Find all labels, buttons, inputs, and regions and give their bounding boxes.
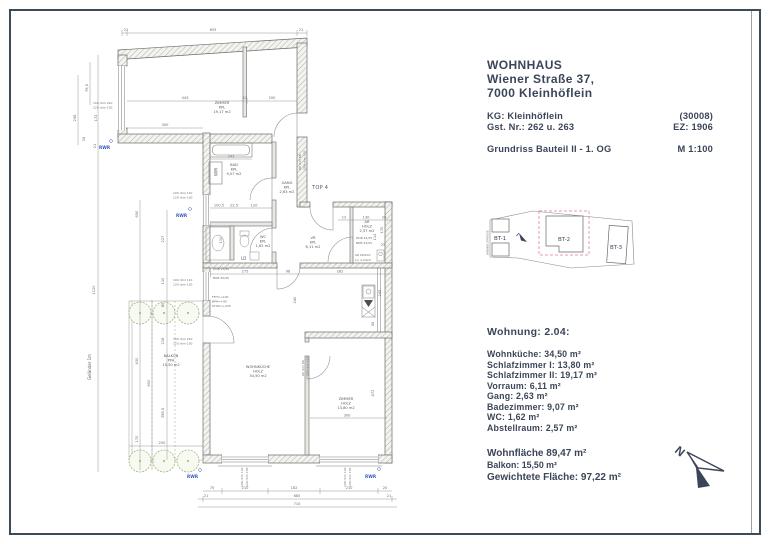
window-label: 120 rbm 130 xyxy=(173,341,193,346)
dim: 600 xyxy=(147,379,151,387)
window-label: 120 rbm 130 xyxy=(348,467,352,487)
room-area-item: Schlafzimmer I: 13,80 m² xyxy=(487,359,595,370)
gst-row xyxy=(487,122,713,132)
dim: 358,5 xyxy=(161,407,165,419)
dim: 250 xyxy=(158,441,166,445)
vent-label: AR DN100 xyxy=(355,253,371,257)
door-label: 80 rbm 88 xyxy=(298,154,302,170)
dim: 76,5 xyxy=(85,83,89,93)
dim: 210 xyxy=(345,486,353,490)
weighted-area-total: Gewichtete Fläche: 97,22 m² xyxy=(487,472,621,483)
room-label: BAD xyxy=(230,163,238,167)
room-label: AR xyxy=(364,220,370,224)
dim: 685 xyxy=(293,494,301,498)
dim: 112 xyxy=(373,233,377,241)
bt3-label: BT-3 xyxy=(610,245,623,251)
room-label: HOLZ xyxy=(362,224,372,229)
dim: 710 xyxy=(293,502,301,506)
dim: 21 xyxy=(386,494,392,498)
drawing-title-row xyxy=(487,144,713,154)
vent-label: Lü. ü.Dach xyxy=(355,258,371,262)
dim: 120 xyxy=(250,203,258,208)
dim: 245 xyxy=(378,289,382,297)
room-label: KPL xyxy=(218,105,226,110)
scale-label: M 1:100 xyxy=(677,144,713,154)
room-label: HOLZ xyxy=(341,401,351,406)
title-block xyxy=(487,0,713,544)
window-label: 100 rbm 210 xyxy=(93,101,113,105)
rwr-label: RWR xyxy=(187,474,199,479)
room-label: 19,17 m2 xyxy=(213,110,231,114)
window-label: 100 rbm 210 xyxy=(173,337,193,341)
rwr-label: RWR xyxy=(365,474,377,479)
door-label: 80 rbm 88 xyxy=(301,360,305,376)
dim: 21 xyxy=(93,143,97,149)
dim: 430 xyxy=(135,357,139,365)
dim: 172 xyxy=(94,114,98,122)
street-label: WIENER STRASSE xyxy=(485,230,490,255)
dim: 130 xyxy=(362,215,370,220)
dim: 21 xyxy=(123,28,129,32)
bt2-label: BT-2 xyxy=(558,237,571,243)
dim: 242 xyxy=(227,154,235,159)
dim: 20 xyxy=(382,486,388,490)
window-label: 120 rbm 130 xyxy=(93,105,113,110)
dim: 655 xyxy=(209,28,217,32)
address-line-2: 7000 Kleinhöflein xyxy=(487,86,593,100)
dim: 650 xyxy=(135,210,139,218)
dim: 21 xyxy=(203,494,209,498)
door-label: 200 rbm 203 xyxy=(305,356,310,376)
toilet xyxy=(240,231,249,247)
dim: 12 xyxy=(242,96,248,100)
room-label: 1,62 m2 xyxy=(255,244,271,248)
room-label: KPL xyxy=(259,239,267,244)
room-area-item: Badezimmer: 9,07 m² xyxy=(487,401,579,412)
dim: 210 xyxy=(241,486,249,490)
room-label: WOHNKÜCHE xyxy=(245,365,271,369)
room-label: KPL xyxy=(309,240,317,245)
room-area-item: Gang: 2,63 m² xyxy=(487,391,548,401)
dim: 170 xyxy=(380,226,384,234)
room-label: 6,11 m2 xyxy=(305,245,321,249)
room-label: KPL xyxy=(230,167,238,172)
partitions xyxy=(210,47,353,455)
dim: 25 xyxy=(380,243,386,247)
room-labels xyxy=(162,101,374,410)
lue-label: LÜ xyxy=(241,256,247,261)
rwr-label: RWR xyxy=(176,213,188,218)
lintel-label: DDB 42/25 xyxy=(356,236,373,240)
dim: 282 xyxy=(336,269,344,274)
gelaender-label: Geländer 1m xyxy=(87,353,92,380)
dim: 298 xyxy=(73,114,77,122)
room-area-item: Abstellraum: 2,57 m² xyxy=(487,422,578,433)
room-label: 2,63 m2 xyxy=(279,190,295,194)
dim: 70 xyxy=(209,486,215,490)
room-label: 9,07 m2 xyxy=(226,172,242,176)
room-label: WC xyxy=(259,235,267,239)
room-label: 15,50 m2 xyxy=(162,363,180,367)
window-label: 120 rbm 130 xyxy=(173,282,193,287)
ez-label: EZ: 1906 xyxy=(673,122,713,132)
dim: 200 xyxy=(268,96,276,100)
window-label: 100 rbm 110 xyxy=(343,467,347,487)
dim: 100,5 xyxy=(213,203,225,208)
room-label: KPL xyxy=(283,185,291,190)
dim: 110 xyxy=(219,236,223,244)
room-label: PFA xyxy=(167,358,175,363)
living-area-total: Wohnfläche 89,47 m² xyxy=(487,448,587,459)
room-label: VR xyxy=(310,236,316,240)
dim: 227 xyxy=(161,235,165,243)
level-label: FFH=+100 xyxy=(212,295,229,299)
room-label: ZIMMER xyxy=(214,101,230,105)
window-label: 100 rbm 110 xyxy=(173,278,193,282)
room-area-item: Schlafzimmer II: 19,17 m² xyxy=(487,370,598,380)
dim: 300 xyxy=(343,413,351,418)
dim: 45 xyxy=(371,321,375,327)
room-label: BALKON xyxy=(163,354,179,358)
wm-label: WM xyxy=(213,168,219,176)
dim: 26 xyxy=(381,215,387,220)
address-line-1: Wiener Straße 37, xyxy=(487,72,595,86)
dim: 21 xyxy=(298,28,304,32)
dim: 110 xyxy=(161,277,165,285)
kg-label: KG: Kleinhöflein xyxy=(487,111,564,121)
dim: 98 xyxy=(285,269,291,274)
dim: 443 xyxy=(181,96,189,100)
window-label: 100 rbm 110 xyxy=(240,467,244,487)
room-label: 13,80 m2 xyxy=(337,406,355,410)
window-label: 100 rbm 110 xyxy=(173,191,193,195)
dim: 300 xyxy=(161,123,169,127)
top4-label: TOP 4 xyxy=(312,185,329,191)
dim: 275 xyxy=(241,269,249,274)
room-area-item: WC: 1,62 m² xyxy=(487,412,540,422)
level-label: STOK=+225 xyxy=(212,304,231,308)
dim: 80 xyxy=(161,302,165,308)
dim: 472 xyxy=(371,389,375,397)
room-area-item: Wohnküche: 34,50 m² xyxy=(487,349,582,359)
dim: 170 xyxy=(135,435,139,443)
room-label: GANG xyxy=(281,181,293,185)
bt1-label: BT-1 xyxy=(494,236,507,242)
room-label: ZIMMER xyxy=(338,397,354,401)
dim: 12 xyxy=(341,215,347,220)
dim: 16 xyxy=(82,136,86,142)
lintel-label: DOB 25/40 xyxy=(213,267,230,271)
room-label: HOLZ xyxy=(253,369,263,374)
dim: 22,5 xyxy=(229,203,239,208)
room-area-item: Vorraum: 6,11 m² xyxy=(487,380,561,391)
dim: 1120 xyxy=(92,285,96,295)
dim: 182 xyxy=(290,486,298,490)
room-label: 2,57 m2 xyxy=(359,229,375,233)
kg-row xyxy=(487,111,713,121)
dim: 218 xyxy=(161,337,165,345)
gst-label: Gst. Nr.: 262 u. 263 xyxy=(487,122,575,132)
kg-number: (30008) xyxy=(679,111,713,121)
north-letter: N xyxy=(672,443,688,460)
window-label: 120 rbm 130 xyxy=(245,467,249,487)
lintel-label: BDB 43/25 xyxy=(356,241,373,245)
drawing-title: Grundriss Bauteil II - 1. OG xyxy=(487,144,612,154)
balcony-area-total: Balkon: 15,50 m² xyxy=(487,460,557,470)
dim: 240 xyxy=(293,296,297,304)
project-title: WOHNHAUS xyxy=(487,58,563,72)
door-arcs xyxy=(207,113,353,379)
door-label: 200 rbm 203 xyxy=(302,150,307,170)
apartment-heading: Wohnung: 2.04: xyxy=(487,326,570,338)
rwr-label: RWR xyxy=(99,145,111,150)
level-label: BPH=+95 xyxy=(212,299,227,304)
trees xyxy=(129,302,199,472)
room-label: 34,50 m2 xyxy=(249,374,267,378)
window-label: 120 rbm 130 xyxy=(173,195,193,200)
lintel-label: BOB 25/20 xyxy=(213,276,230,280)
